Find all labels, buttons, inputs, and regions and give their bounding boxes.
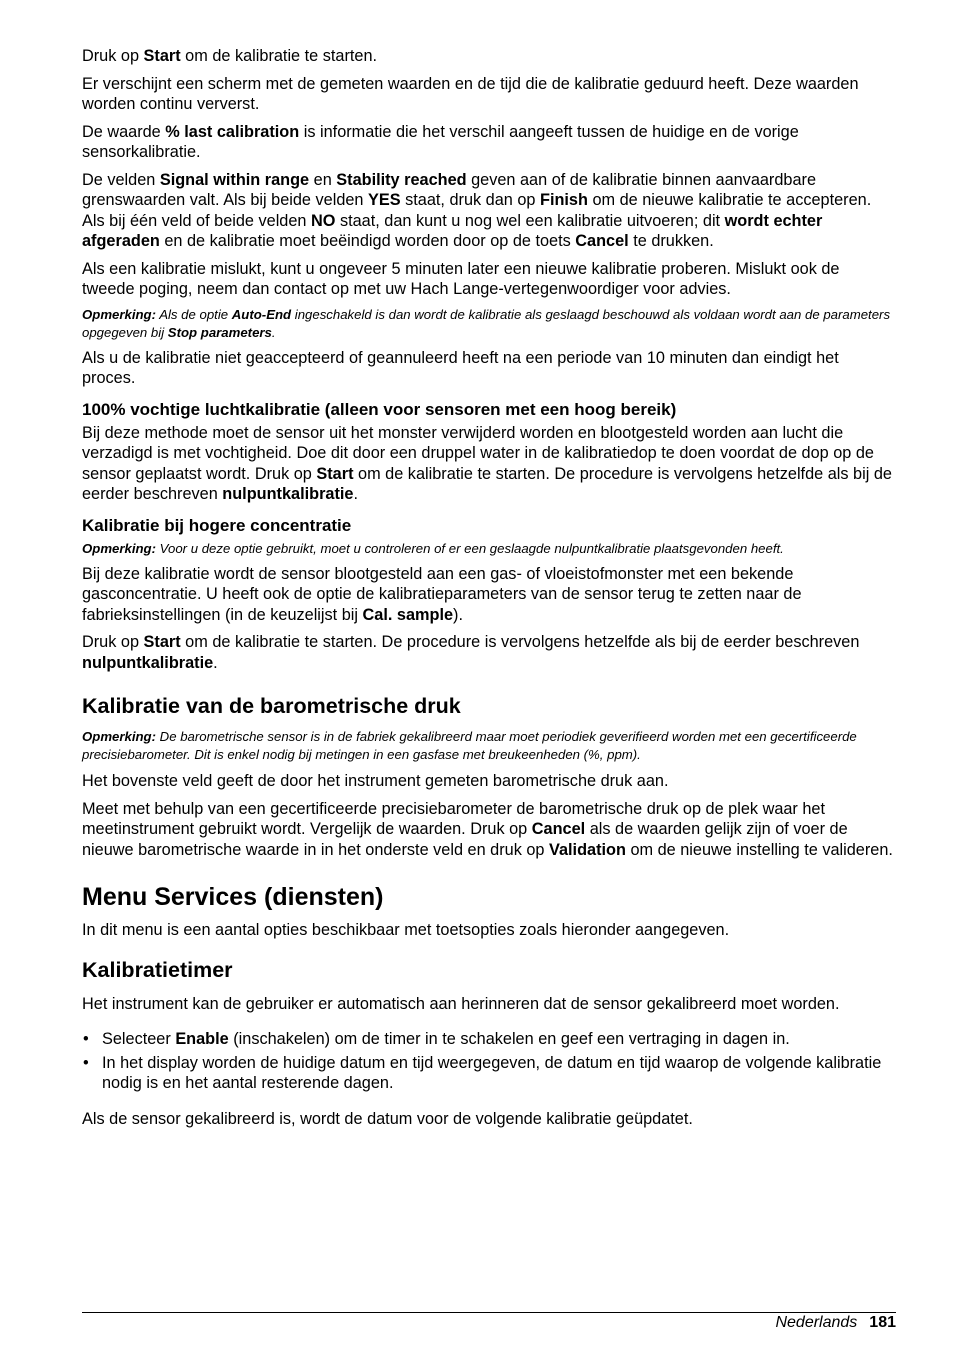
paragraph-upper-field: Het bovenste veld geeft de door het instrument gemeten barometrische druk aan. [82,772,669,790]
paragraph-menu-intro: In dit menu is een aantal opties beschikbaar met toetsopties zoals hieronder aangegeven. [82,921,730,939]
paragraph-last-calibration: De waarde % last calibration is informatie die het verschil aangeeft tussen de huidige en de vorige sensorkalibratie. [82,122,799,161]
footer-language: Nederlands [775,1314,858,1331]
page-number: 181 [869,1314,896,1331]
paragraph-timer-intro: Het instrument kan de gebruiker er automatisch aan herinneren dat de sensor gekalibreerd moet worden. [82,994,840,1013]
heading-higher-concentration: Kalibratie bij hogere concentratie [82,515,352,535]
footer-divider [82,1312,896,1313]
list-item: • In het display worden de huidige datum en tijd weergegeven, de datum en tijd waarop de volgende kalibratie nodig is en het aantal resterende dagen. [82,1053,896,1094]
timer-bullet-list [82,1029,896,1094]
page-footer [775,1313,896,1333]
paragraph-concentration: Bij deze kalibratie wordt de sensor blootgesteld aan een gas- of vloeistofmonster met een bekende gasconcentratie. U heeft ook de optie de kalibratieparameters van de sensor terug te zetten naar de fabrieksinstellingen (in de keuzelijst bij Cal. sample). [82,564,802,624]
list-item: • Selecteer Enable (inschakelen) om de timer in te schakelen en geef een vertraging in dagen in. [82,1029,896,1050]
paragraph-timeout: Als u de kalibratie niet geaccepteerd of geannuleerd heeft na een periode van 10 minuten dan eindigt het proces. [82,348,839,387]
heading-barometric: Kalibratie van de barometrische druk [82,694,461,718]
heading-calibration-timer: Kalibratietimer [82,957,233,982]
page-content [82,46,896,1129]
note-auto-end: Opmerking: Als de optie Auto-End ingeschakeld is dan wordt de kalibratie als geslaagd beschouwd als voldaan wordt aan de parameters opgegeven bij Stop parameters. [82,306,891,340]
paragraph-measure: Meet met behulp van een gecertificeerde precisiebarometer de barometrische druk op de plek waar het meetinstrument gebruikt wordt. Vergelijk de waarden. Druk op Cancel als de waarden gelijk zijn of voer de nieuwe barometrische waarde in in het onderste veld en druk op Validation om de nieuwe instelling te valideren. [82,799,893,859]
heading-humid-air: 100% vochtige luchtkalibratie (alleen voor sensoren met een hoog bereik) [82,399,677,419]
note-barometric: Opmerking: De barometrische sensor is in de fabriek gekalibreerd maar moet periodiek geverifieerd worden met een gecertificeerde precisiebarometer. Dit is enkel nodig bij metingen in een gasfase met breukeenheden (%, ppm). [82,729,857,762]
paragraph-failed: Als een kalibratie mislukt, kunt u ongeveer 5 minuten later een nieuwe kalibratie proberen. Mislukt ook de tweede poging, neem dan contact op met uw Hach Lange-vertegenwoordiger voor advies. [82,259,840,298]
paragraph-timer-update: Als de sensor gekalibreerd is, wordt de datum voor de volgende kalibratie geüpdatet. [82,1109,693,1128]
note-zero-point: Opmerking: Voor u deze optie gebruikt, moet u controleren of er een geslaagde nulpuntkalibratie plaatsgevonden heeft. [82,540,784,556]
paragraph-start: Druk op Start om de kalibratie te starten. [82,47,378,65]
paragraph-fields: De velden Signal within range en Stability reached geven aan of de kalibratie binnen aanvaardbare grenswaarden valt. Als bij beide velden YES staat, druk dan op Finish om de nieuwe kalibratie te accepteren. Als bij één veld of beide velden NO staat, dan kunt u nog wel een kalibratie uitvoeren; dit wordt echter afgeraden en de kalibratie moet beëindigd worden door op de toets Cancel te drukken. [82,170,872,250]
paragraph-humid-air: Bij deze methode moet de sensor uit het monster verwijderd worden en blootgesteld worden aan lucht die verzadigd is met vochtigheid. Doe dit door een druppel water in de kalibratiedop te doen voordat de dop op de sensor geplaatst wordt. Druk op Start om de kalibratie te starten. De procedure is vervolgens hetzelfde als bij de eerder beschreven nulpuntkalibratie. [82,423,892,503]
paragraph-start-procedure: Druk op Start om de kalibratie te starten. De procedure is vervolgens hetzelfde als bij de eerder beschreven nulpuntkalibratie. [82,633,860,672]
heading-menu-services: Menu Services (diensten) [82,883,384,911]
paragraph-screen: Er verschijnt een scherm met de gemeten waarden en de tijd die de kalibratie geduurd heeft. Deze waarden worden continu ververst. [82,74,859,113]
